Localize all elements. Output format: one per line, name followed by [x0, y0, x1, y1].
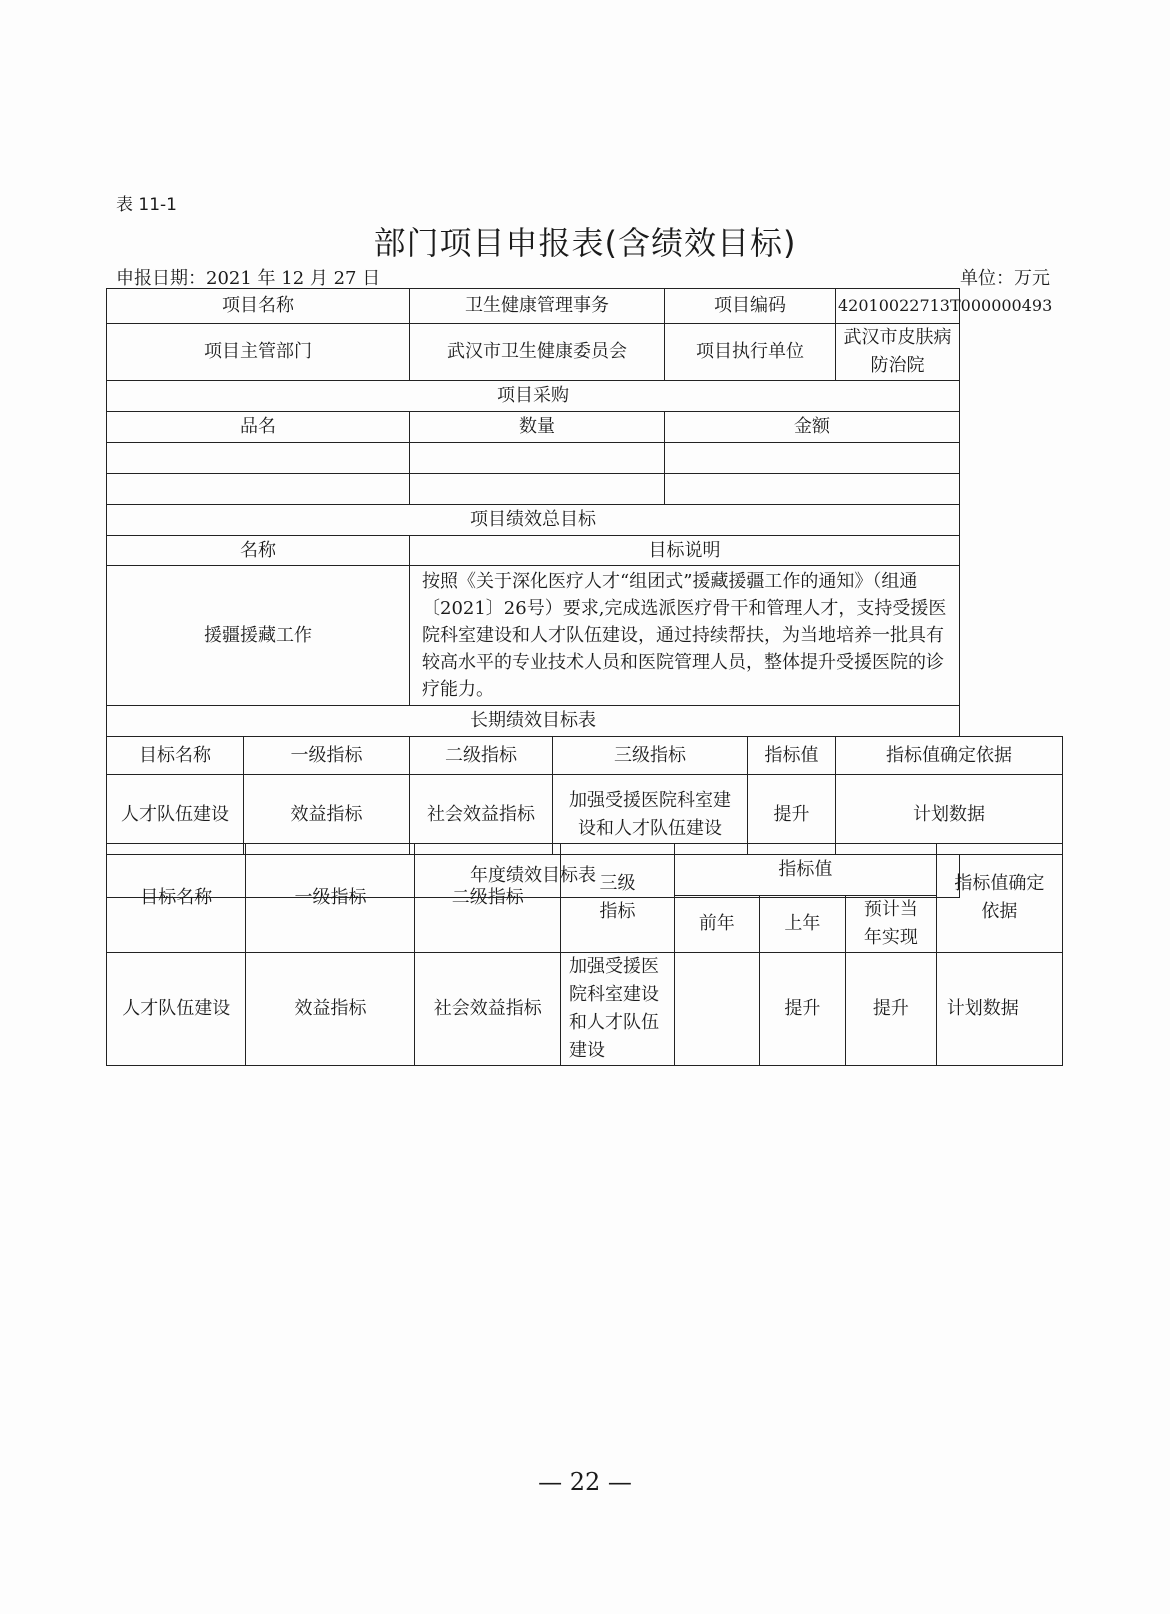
annual-goal-table: [106, 843, 1063, 1066]
an-header-level2: 二级指标: [415, 844, 561, 953]
dept-value: 武汉市卫生健康委员会: [410, 324, 665, 381]
an-header-prev2: 前年: [675, 896, 760, 953]
annual-header-row-1: [107, 844, 1063, 896]
procurement-title: 项目采购: [107, 381, 960, 412]
goal-desc-header: 目标说明: [410, 536, 960, 566]
goal-name: 援疆援藏工作: [107, 566, 410, 706]
long-term-header-row: [107, 737, 1063, 775]
annual-title: 年度绩效目标表: [107, 855, 960, 898]
lt-level3: 加强受援医院科室建设和人才队伍建设: [553, 775, 748, 855]
procurement-amount-header: 金额: [665, 412, 960, 443]
empty-cell: [410, 443, 665, 474]
procurement-qty-header: 数量: [410, 412, 665, 443]
long-term-title: 长期绩效目标表: [107, 706, 960, 737]
lt-header-level3: 三级指标: [553, 737, 748, 775]
lt-basis: 计划数据: [836, 775, 1063, 855]
overall-goal-title-row: [107, 505, 1063, 536]
an-header-value: 指标值: [675, 844, 937, 896]
project-row-2: [107, 324, 1063, 381]
procurement-item-header: 品名: [107, 412, 410, 443]
an-prev1: 提升: [759, 953, 846, 1066]
lt-header-level2: 二级指标: [410, 737, 553, 775]
goal-description: 按照《关于深化医疗人才“组团式”援藏援疆工作的通知》（组通〔2021〕26号）要求,完成选派医疗骨干和管理人才，支持受援医院科室建设和人才队伍建设，通过持续帮扶，为当地培养一批具有较高水平的专业技术人员和医院管理人员，整体提升受援医院的诊疗能力。: [410, 566, 960, 706]
an-header-expected: 预计当年实现: [846, 896, 937, 953]
project-report-table: [106, 288, 1063, 898]
an-prev2: [675, 953, 760, 1066]
an-header-basis: 指标值确定依据: [936, 844, 1062, 953]
lt-header-target: 目标名称: [107, 737, 244, 775]
project-code-value: 42010022713T000000493: [836, 289, 960, 324]
project-name-label: 项目名称: [107, 289, 410, 324]
empty-cell: [107, 443, 410, 474]
exec-value: 武汉市皮肤病防治院: [836, 324, 960, 381]
page-title: 部门项目申报表(含绩效目标): [373, 224, 797, 262]
procurement-title-row: [107, 381, 1063, 412]
empty-cell: [107, 474, 410, 505]
an-basis: 计划数据: [936, 953, 1062, 1066]
an-expected: 提升: [846, 953, 937, 1066]
an-level3: 加强受援医院科室建设和人才队伍建设: [561, 953, 675, 1066]
table-number: 表 11-1: [116, 195, 177, 215]
lt-header-basis: 指标值确定依据: [836, 737, 1063, 775]
lt-level2: 社会效益指标: [410, 775, 553, 855]
lt-level1: 效益指标: [244, 775, 410, 855]
unit-label: 单位：万元: [960, 268, 1050, 289]
overall-goal-header-row: [107, 536, 1063, 566]
goal-name-header: 名称: [107, 536, 410, 566]
lt-value: 提升: [748, 775, 836, 855]
procurement-empty-row: [107, 474, 1063, 505]
procurement-empty-row: [107, 443, 1063, 474]
annual-row: [107, 953, 1063, 1066]
an-target: 人才队伍建设: [107, 953, 246, 1066]
project-row-1: [107, 289, 1063, 324]
an-level1: 效益指标: [246, 953, 415, 1066]
an-header-level1: 一级指标: [246, 844, 415, 953]
an-level2: 社会效益指标: [415, 953, 561, 1066]
empty-cell: [665, 443, 960, 474]
dept-label: 项目主管部门: [107, 324, 410, 381]
project-code-label: 项目编码: [665, 289, 836, 324]
lt-target: 人才队伍建设: [107, 775, 244, 855]
project-name-value: 卫生健康管理事务: [410, 289, 665, 324]
overall-goal-row: [107, 566, 1063, 706]
an-header-prev1: 上年: [759, 896, 846, 953]
empty-cell: [665, 474, 960, 505]
report-date: 申报日期：2021 年 12 月 27 日: [116, 268, 381, 289]
exec-label: 项目执行单位: [665, 324, 836, 381]
procurement-header-row: [107, 412, 1063, 443]
empty-cell: [410, 474, 665, 505]
lt-header-value: 指标值: [748, 737, 836, 775]
an-header-level3: 三级指标: [561, 844, 675, 953]
an-header-target: 目标名称: [107, 844, 246, 953]
lt-header-level1: 一级指标: [244, 737, 410, 775]
overall-goal-title: 项目绩效总目标: [107, 505, 960, 536]
long-term-title-row: [107, 706, 1063, 737]
page-number: — 22 —: [538, 1468, 632, 1496]
